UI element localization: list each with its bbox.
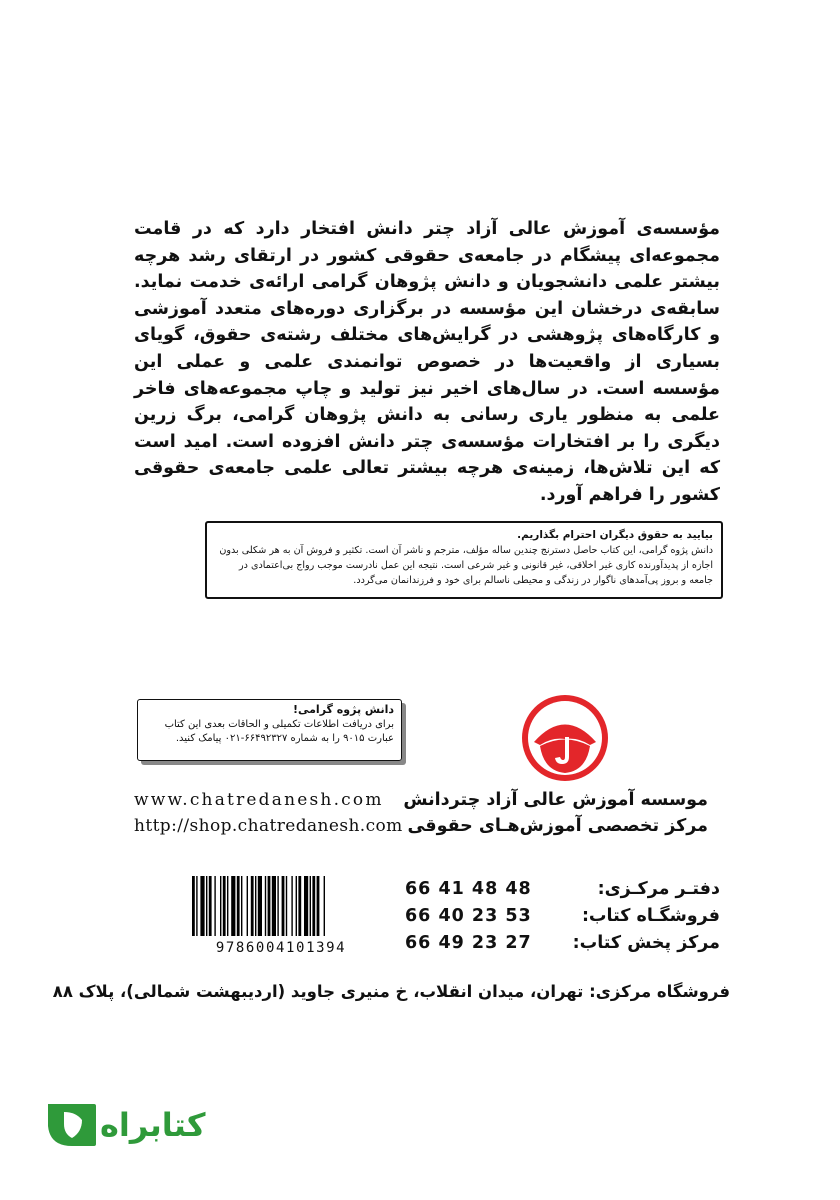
contact-number: 66 49 23 27 bbox=[405, 933, 532, 953]
contact-label: فروشگـاه کتاب: bbox=[581, 906, 720, 926]
copyright-notice-box bbox=[205, 521, 723, 599]
copyright-notice-title: بیایید به حقوق دیگران احترام بگذاریم. bbox=[517, 529, 713, 541]
isbn-digits: 9786004101394 bbox=[215, 940, 347, 956]
sms-notice-box bbox=[137, 699, 402, 761]
website-link[interactable]: www.chatredanesh.com bbox=[134, 790, 384, 810]
contact-row-bookstore bbox=[405, 903, 720, 929]
brand-name: کتابراه bbox=[100, 1106, 206, 1144]
intro-paragraph: مؤسسه‌ی آموزش عالی آزاد چتر دانش افتخار دارد که در قامت مجموعه‌ای پیشگام در جامعه‌ی حقوقی کشور در ارتقای رشد هرچه بیشتر علمی دانشجویان و دانش پژوهان گرامی ارائه‌ی خدمت نماید. سابقه‌ی درخشان این مؤسسه در برگزاری دوره‌های متعدد آموزشی و کارگاه‌های پژوهشی در گرایش‌های مختلف رشته‌ی حقوق، گویای بسیاری از واقعیت‌ها در خصوص توانمندی علمی و عملی این مؤسسه است. در سال‌های اخیر نیز تولید و چاپ مجموعه‌های فاخر علمی به منظور یاری رسانی به دانش پژوهان گرامی، برگ زرین دیگری را بر افتخارات مؤسسه‌ی چتر دانش افزوده است. امید است که این تلاش‌ها، زمینه‌ی هرچه بیشتر تعالی علمی جامعه‌ی حقوقی کشور را فراهم آورد. bbox=[134, 219, 720, 505]
isbn-barcode bbox=[190, 876, 372, 956]
sms-notice-line-2: عبارت ۹۰۱۵ را به شماره ۶۶۴۹۲۳۲۷-۰۲۱ پیامک کنید. bbox=[175, 733, 394, 744]
organization-name: موسسه آموزش عالی آزاد چتردانش bbox=[403, 790, 708, 810]
contact-label: مرکز پخش کتاب: bbox=[572, 933, 720, 953]
book-leaf-icon bbox=[42, 1098, 100, 1152]
contact-row-distribution bbox=[405, 930, 720, 956]
organization-subtitle: مرکز تخصصی آموزش‌هـای حقوقی bbox=[407, 816, 708, 836]
copyright-notice-body: دانش پژوه گرامی، این کتاب حاصل دسترنج چندین ساله مؤلف، مترجم و ناشر آن است. تکثیر و فروش آن به هر شکلی بدون اجازه از پدیدآورنده کاری غیر اخلاقی، غیر قانونی و غیر شرعی است. نتیجه این عمل نادرست موجب رواج بی‌اعتمادی در جامعه و بروز پی‌آمدهای ناگوار در زندگی و محیطی ناسالم برای خود و فرزندانمان می‌گردد. bbox=[219, 545, 713, 586]
chatre-danesh-logo-icon bbox=[520, 693, 610, 783]
barcode-bars bbox=[190, 876, 372, 936]
ketabrah-brand bbox=[42, 1098, 211, 1152]
shop-link[interactable]: http://shop.chatredanesh.com bbox=[134, 816, 403, 836]
sms-notice-line-1: برای دریافت اطلاعات تکمیلی و الحاقات بعدی این کتاب bbox=[164, 718, 394, 730]
store-address: فروشگاه مرکزی: تهران، میدان انقلاب، خ منیری جاوید (اردیبهشت شمالی)، پلاک ۸۸ bbox=[52, 982, 730, 1001]
contact-number: 66 40 23 53 bbox=[405, 906, 532, 926]
sms-notice-title: دانش پژوه گرامی! bbox=[292, 703, 394, 716]
contact-row-central-office bbox=[405, 876, 720, 902]
contact-label: دفتـر مرکـزی: bbox=[597, 879, 720, 899]
contact-number: 66 41 48 48 bbox=[405, 879, 532, 899]
